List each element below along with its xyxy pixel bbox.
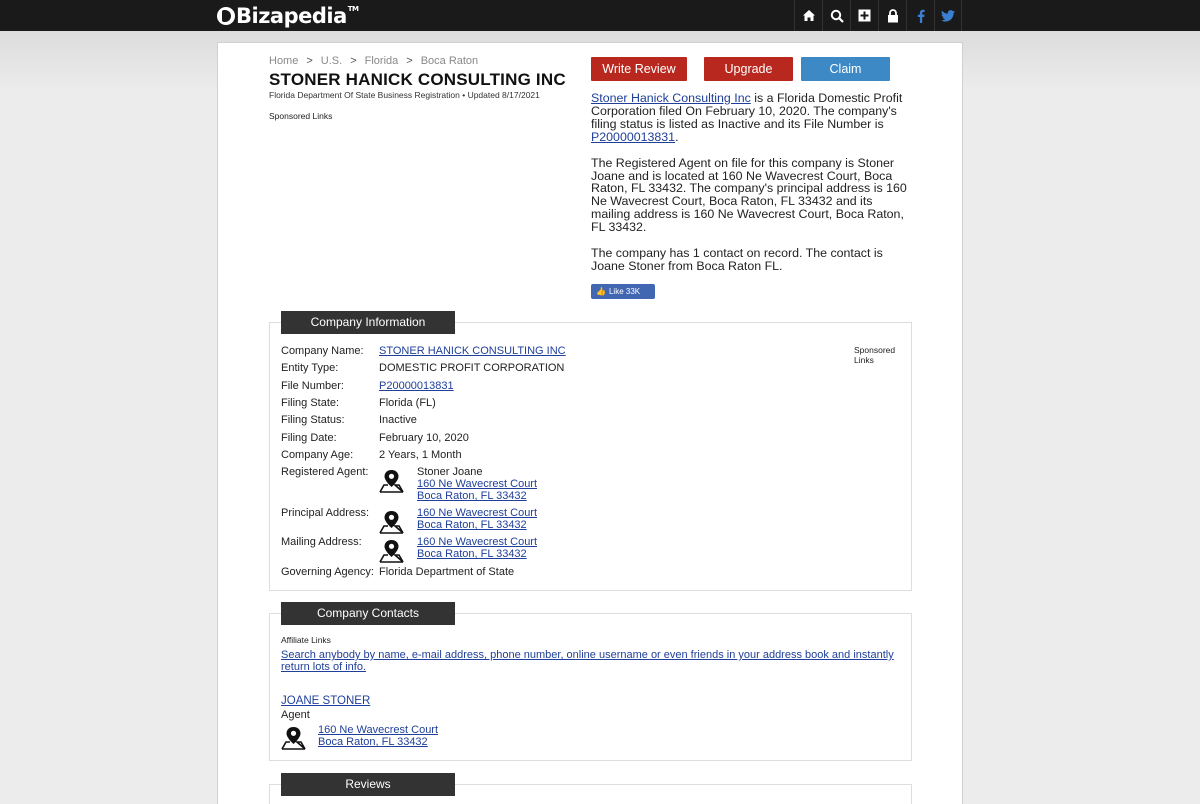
- write-review-button[interactable]: Write Review: [591, 57, 687, 81]
- breadcrumb-home[interactable]: Home: [269, 55, 299, 67]
- mailing-address-line1[interactable]: 160 Ne Wavecrest Court: [417, 536, 538, 548]
- file-number-value-link[interactable]: P20000013831: [379, 380, 454, 392]
- map-pin-icon[interactable]: [281, 726, 306, 750]
- search-icon[interactable]: [822, 0, 850, 31]
- tab-reviews: Reviews: [281, 773, 455, 796]
- sponsored-side-line2: Links: [854, 355, 874, 365]
- affiliate-search-link[interactable]: Search anybody by name, e-mail address, phone number, online username or even friends in your address book and instantly return lots of info.: [281, 649, 894, 673]
- lock-icon[interactable]: [878, 0, 906, 31]
- info-label: Entity Type:: [281, 362, 339, 374]
- facebook-like-button[interactable]: [591, 284, 655, 299]
- facebook-icon[interactable]: [906, 0, 934, 31]
- info-label: Principal Address:: [281, 507, 370, 519]
- registered-agent-name: Stoner Joane: [417, 466, 483, 478]
- like-label: Like 33K: [608, 287, 641, 296]
- add-icon[interactable]: [850, 0, 878, 31]
- affiliate-links-label: Affiliate Links: [281, 635, 331, 645]
- info-label: Company Name:: [281, 345, 364, 357]
- principal-address-line2[interactable]: Boca Raton, FL 33432: [417, 519, 527, 531]
- info-value: February 10, 2020: [379, 432, 469, 444]
- company-information-section: [269, 322, 912, 591]
- logo-mark-icon: [217, 7, 235, 25]
- registered-agent-address-line2[interactable]: Boca Raton, FL 33432: [417, 490, 527, 502]
- description-paragraph-2: The Registered Agent on file for this company is Stoner Joane and is located at 160 Ne Wavecrest Court, Boca Raton, FL 33432. The company's principal address is 160 Ne Wavecrest Court, Boca Raton, FL 33432 and its mailing address is 160 Ne Wavecrest Court, Boca Raton, FL 33432.: [591, 155, 907, 235]
- info-label: Filing Date:: [281, 432, 337, 444]
- upgrade-button[interactable]: Upgrade: [704, 57, 793, 81]
- brand-name: Bizapedia: [236, 3, 347, 28]
- description-paragraph-3: The company has 1 contact on record. The contact is Joane Stoner from Boca Raton FL.: [591, 246, 883, 273]
- trademark: TM: [347, 4, 359, 13]
- info-label: Filing Status:: [281, 414, 345, 426]
- breadcrumb-separator: >: [406, 55, 413, 67]
- thumbs-up-icon: 👍: [596, 287, 606, 296]
- tab-company-contacts: Company Contacts: [281, 602, 455, 625]
- breadcrumb-separator: >: [306, 55, 313, 67]
- info-label: Mailing Address:: [281, 536, 362, 548]
- contact-card: [281, 695, 370, 721]
- info-label: Governing Agency:: [281, 566, 374, 578]
- registered-agent-address-line1[interactable]: 160 Ne Wavecrest Court: [417, 478, 538, 490]
- tab-company-information: Company Information: [281, 311, 455, 334]
- info-value: [379, 345, 566, 357]
- info-label: Company Age:: [281, 449, 354, 461]
- company-name-value-link[interactable]: STONER HANICK CONSULTING INC: [379, 345, 566, 357]
- description-period: .: [675, 129, 679, 144]
- info-label: File Number:: [281, 380, 344, 392]
- home-icon[interactable]: [794, 0, 822, 31]
- map-pin-icon[interactable]: [379, 539, 404, 563]
- contact-role: Agent: [281, 709, 310, 721]
- page-subtitle: Florida Department Of State Business Registration • Updated 8/17/2021: [269, 90, 540, 100]
- info-value: Florida Department of State: [379, 566, 515, 578]
- main-panel: [217, 42, 963, 804]
- sponsored-links-side: [854, 345, 895, 365]
- map-pin-icon[interactable]: [379, 469, 404, 493]
- info-label: Registered Agent:: [281, 466, 369, 478]
- info-value: DOMESTIC PROFIT CORPORATION: [379, 362, 565, 374]
- description-paragraph-1: [591, 92, 911, 144]
- contact-address-line2[interactable]: Boca Raton, FL 33432: [318, 736, 428, 748]
- bizapedia-logo[interactable]: [217, 3, 359, 28]
- contact-address: [318, 724, 438, 748]
- info-value: Florida (FL): [379, 397, 436, 409]
- claim-button[interactable]: Claim: [801, 57, 890, 81]
- mailing-address-line2[interactable]: Boca Raton, FL 33432: [417, 548, 527, 560]
- page-title: STONER HANICK CONSULTING INC: [269, 70, 566, 89]
- twitter-icon[interactable]: [934, 0, 962, 31]
- map-pin-icon[interactable]: [379, 510, 404, 534]
- principal-address-line1[interactable]: 160 Ne Wavecrest Court: [417, 507, 538, 519]
- breadcrumb-boca-raton[interactable]: Boca Raton: [420, 55, 479, 67]
- company-name-link[interactable]: Stoner Hanick Consulting Inc: [591, 91, 751, 105]
- breadcrumb-us[interactable]: U.S.: [320, 55, 343, 67]
- description-text: is a Florida Domestic Profit Corporation filed On February 10, 2020. The company's filing status is listed as Inactive and its File Number is: [591, 91, 903, 131]
- top-navigation-bar: [0, 0, 1200, 31]
- breadcrumb: [269, 55, 478, 67]
- info-label: Filing State:: [281, 397, 340, 409]
- sponsored-links-label: Sponsored Links: [269, 111, 333, 121]
- file-number-link[interactable]: P20000013831: [591, 129, 676, 144]
- info-value: 2 Years, 1 Month: [379, 449, 462, 461]
- info-value: [379, 380, 454, 392]
- info-value: Inactive: [379, 414, 417, 426]
- company-description: [591, 92, 911, 286]
- breadcrumb-separator: >: [350, 55, 357, 67]
- contact-name-link[interactable]: JOANE STONER: [281, 695, 371, 707]
- contact-address-line1[interactable]: 160 Ne Wavecrest Court: [318, 724, 439, 736]
- top-icon-group: [794, 0, 962, 31]
- registered-agent-address: [417, 466, 537, 502]
- breadcrumb-florida[interactable]: Florida: [364, 55, 399, 67]
- contacts-content: [281, 635, 901, 673]
- sponsored-side-line1: Sponsored: [854, 345, 896, 355]
- principal-address: [417, 507, 537, 531]
- mailing-address: [417, 536, 537, 560]
